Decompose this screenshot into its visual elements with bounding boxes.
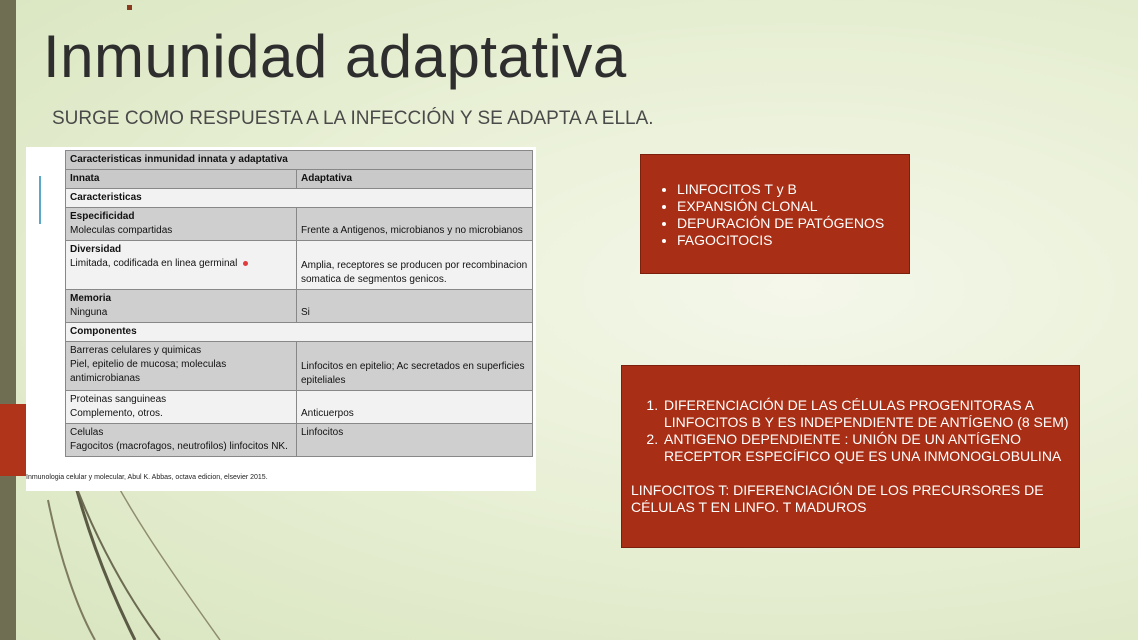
table-row [66,424,533,457]
numbered-list [622,397,1079,465]
cell-adaptativa: Linfocitos [297,424,533,457]
cell-adaptativa: Frente a Antigenos, microbianos y no microbianos [297,208,533,241]
col-header-innata: Innata [66,170,297,189]
table-row [66,391,533,424]
cell-adaptativa: Linfocitos en epitelio; Ac secretados en superficies epiteliales [297,342,533,391]
section-componentes: Componentes [66,323,533,342]
list-item: 1. DIFERENCIACIÓN DE LAS CÉLULAS PROGENITORAS A LINFOCITOS B Y ES INDEPENDIENTE DE ANTÍGENO (8 SEM) [662,397,1079,431]
table-row [66,342,533,391]
cell-adaptativa: Amplia, receptores se producen por recombinacion somatica de segmentos genicos. [297,241,533,290]
table-citation: Inmunologia celular y molecular, Abul K. Abbas, octava edicion, elsevier 2015. [26,474,268,481]
bullet-list [641,181,909,249]
table-row [66,208,533,241]
cell-innata: Limitada, codificada en linea germinal [70,258,238,269]
list-item: • FAGOCITOCIS [677,232,909,249]
list-item: • EXPANSIÓN CLONAL [677,198,909,215]
comparison-table [65,150,533,457]
table-row [66,290,533,323]
text-box-linfocitos [640,154,910,274]
table-title: Caracteristicas inmunidad innata y adaptativa [66,151,533,170]
cell-innata: Complemento, otros. [70,408,163,419]
comparison-table-image [26,147,536,491]
cell-innata: Moleculas compartidas [70,225,173,236]
row-heading: Especificidad [70,211,135,222]
slide-subtitle: SURGE COMO RESPUESTA A LA INFECCIÓN Y SE ADAPTA A ELLA. [52,108,654,129]
row-heading: Diversidad [70,244,122,255]
cell-innata: Fagocitos (macrofagos, neutrofilos) linfocitos NK. [70,441,288,452]
row-heading: Barreras celulares y quimicas [70,345,202,356]
paragraph-linfocitos-t: LINFOCITOS T: DIFERENCIACIÓN DE LOS PRECURSORES DE CÉLULAS T EN LINFO. T MADUROS [631,482,1044,515]
col-header-adaptativa: Adaptativa [297,170,533,189]
list-item: • LINFOCITOS T y B [677,181,909,198]
row-heading: Proteinas sanguineas [70,394,167,405]
table-row [66,241,533,290]
row-heading: Celulas [70,427,104,438]
text-box-diferenciacion [621,365,1080,548]
list-item: • DEPURACIÓN DE PATÓGENOS [677,215,909,232]
section-caracteristicas: Caracteristicas [66,189,533,208]
laser-pointer-dot-icon [243,261,248,266]
cell-adaptativa: Si [297,290,533,323]
row-heading: Memoria [70,293,112,304]
cell-innata: Ninguna [70,307,108,318]
cell-innata: Piel, epitelio de mucosa; moleculas antimicrobianas [70,359,227,384]
list-item: 2. ANTIGENO DEPENDIENTE : UNIÓN DE UN ANTÍGENO RECEPTOR ESPECÍFICO QUE ES UNA INMONOGLOBULINA [662,431,1079,465]
slide-title: Inmunidad adaptativa [43,23,627,90]
decorative-line [39,176,41,224]
cell-adaptativa: Anticuerpos [297,391,533,424]
